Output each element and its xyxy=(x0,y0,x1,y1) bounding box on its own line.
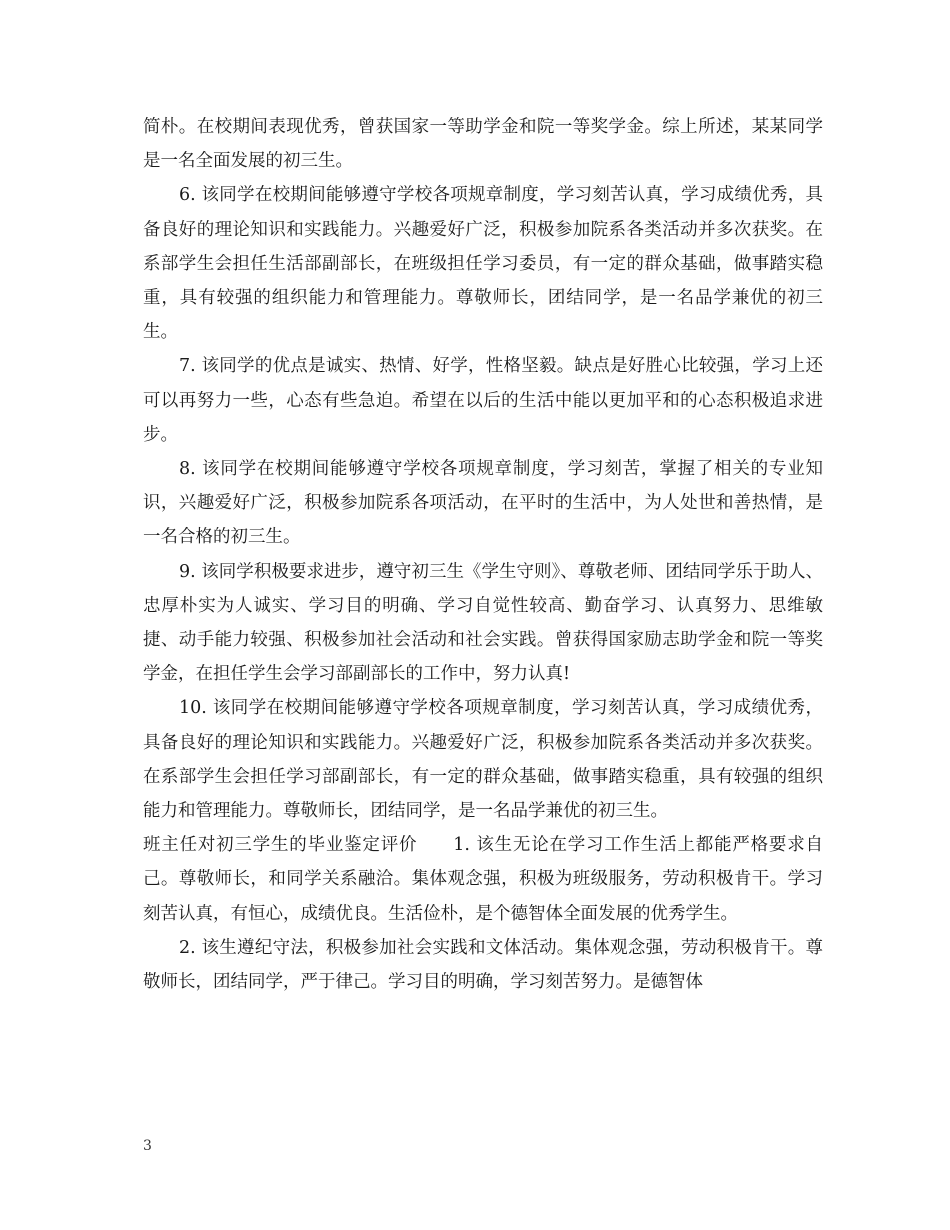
paragraph-item-7: 7. 该同学的优点是诚实、热情、好学，性格坚毅。缺点是好胜心比较强，学习上还可以再努力一些，心态有些急迫。希望在以后的生活中能以更加平和的心态积极追求进步。 xyxy=(143,356,823,445)
paragraph-item-9: 9. 该同学积极要求进步，遵守初三生《学生守则》、尊敬老师、团结同学乐于助人、忠厚朴实为人诚实、学习目的明确、学习自觉性较高、勤奋学习、认真努力、思维敏捷、动手能力较强、积极参加社会活动和社会实践。曾获得国家励志助学金和院一等奖学金，在担任学生会学习部副部长的工作中，努力认真! xyxy=(143,561,823,685)
section-item-1: 1. 该生无论在学习工作生活上都能严格要求自己。尊敬师长，和同学关系融洽。集体观念强，积极为班级服务，劳动积极肯干。学习刻苦认真，有恒心，成绩优良。生活俭朴，是个德智体全面发展的优秀学生。 xyxy=(143,835,823,924)
paragraph-item-10: 10. 该同学在校期间能够遵守学校各项规章制度，学习刻苦认真，学习成绩优秀，具备良好的理论知识和实践能力。兴趣爱好广泛，积极参加院系各类活动并多次获奖。在系部学生会担任学习部副部长，有一定的群众基础，做事踏实稳重，具有较强的组织能力和管理能力。尊敬师长，团结同学，是一名品学兼优的初三生。 xyxy=(143,698,823,822)
page-number: 3 xyxy=(143,1138,152,1154)
paragraph-item-6: 6. 该同学在校期间能够遵守学校各项规章制度，学习刻苦认真，学习成绩优秀，具备良好的理论知识和实践能力。兴趣爱好广泛，积极参加院系各类活动并多次获奖。在系部学生会担任生活部副部长，在班级担任学习委员，有一定的群众基础，做事踏实稳重，具有较强的组织能力和管理能力。尊敬师长，团结同学，是一名品学兼优的初三生。 xyxy=(143,185,823,343)
section-paragraph xyxy=(143,828,823,931)
section-heading: 班主任对初三学生的毕业鉴定评价 xyxy=(143,835,418,856)
section-item-2: 2. 该生遵纪守法，积极参加社会实践和文体活动。集体观念强，劳动积极肯干。尊敬师长，团结同学，严于律己。学习目的明确，学习刻苦努力。是德智体 xyxy=(143,937,823,993)
paragraph-item-8: 8. 该同学在校期间能够遵守学校各项规章制度，学习刻苦，掌握了相关的专业知识，兴趣爱好广泛，积极参加院系各项活动，在平时的生活中，为人处世和善热情，是一名合格的初三生。 xyxy=(143,459,823,548)
paragraph-continuation: 简朴。在校期间表现优秀，曾获国家一等助学金和院一等奖学金。综上所述，某某同学是一名全面发展的初三生。 xyxy=(143,117,823,172)
document-body xyxy=(143,110,823,999)
